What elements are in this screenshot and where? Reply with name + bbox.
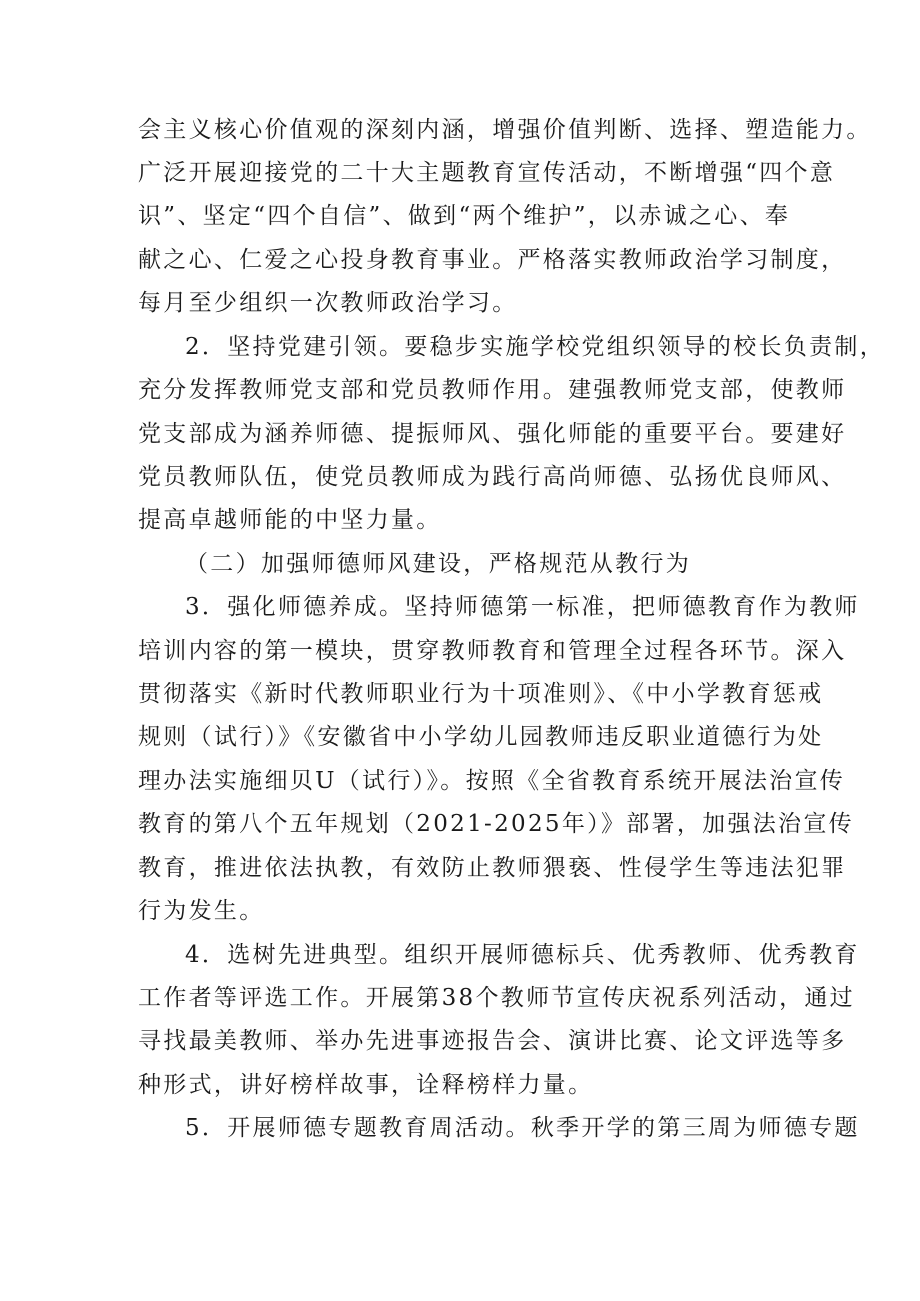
paragraph-start-line: 5．开展师德专题教育周活动。秋季开学的第三周为师德专题 (185, 1115, 860, 1141)
text-line: 种形式，讲好榜样故事，诠释榜样力量。 (138, 1072, 594, 1098)
text-line: 行为发生。 (138, 898, 265, 924)
paragraph-start-line: 4．选树先进典型。组织开展师德标兵、优秀教师、优秀教育 (185, 942, 860, 968)
text-line: 识”、坚定“四个自信”、做到“两个维护”，以赤诚之心、奉 (138, 203, 791, 229)
text-line: 贯彻落实《新时代教师职业行为十项准则》、《中小学教育惩戒 (138, 681, 824, 707)
text-line: 党员教师队伍，使党员教师成为践行高尚师德、弘扬优良师风、 (138, 464, 847, 490)
text-line: 党支部成为涵养师德、提振师风、强化师能的重要平台。要建好 (138, 421, 847, 447)
paragraph-start-line: 2．坚持党建引领。要稳步实施学校党组织领导的校长负责制， (185, 334, 886, 360)
text-line: 献之心、仁爱之心投身教育事业。严格落实教师政治学习制度， (138, 247, 847, 273)
text-line: 寻找最美教师、举办先进事迹报告会、演讲比赛、论文评选等多 (138, 1028, 847, 1054)
text-line: 提高卓越师能的中坚力量。 (138, 507, 442, 533)
text-line: 教育，推进依法执教，有效防止教师猥亵、性侵学生等违法犯罪 (138, 855, 847, 881)
paragraph-start-line: 3．强化师德养成。坚持师德第一标准，把师德教育作为教师 (185, 594, 860, 620)
text-line: 培训内容的第一模块，贯穿教师教育和管理全过程各环节。深入 (138, 638, 847, 664)
section-heading: （二）加强师德师风建设，严格规范从教行为 (185, 551, 691, 577)
text-line: 理办法实施细贝U（试行）》。按照《全省教育系统开展法治宣传 (138, 768, 846, 794)
text-line: 每月至少组织一次教师政治学习。 (138, 290, 518, 316)
text-line: 会主义核心价值观的深刻内涵，增强价值判断、选择、塑造能力。 (138, 117, 872, 143)
text-line: 规则（试行）》《安徽省中小学幼儿园教师违反职业道德行为处 (138, 724, 824, 750)
text-line: 工作者等评选工作。开展第38个教师节宣传庆祝系列活动，通过 (138, 985, 855, 1011)
text-line: 教育的第八个五年规划（2021-2025年）》部署，加强法治宣传 (138, 811, 854, 837)
text-line: 充分发挥教师党支部和党员教师作用。建强教师党支部，使教师 (138, 377, 847, 403)
text-line: 广泛开展迎接党的二十大主题教育宣传活动，不断增强“四个意 (138, 160, 836, 186)
